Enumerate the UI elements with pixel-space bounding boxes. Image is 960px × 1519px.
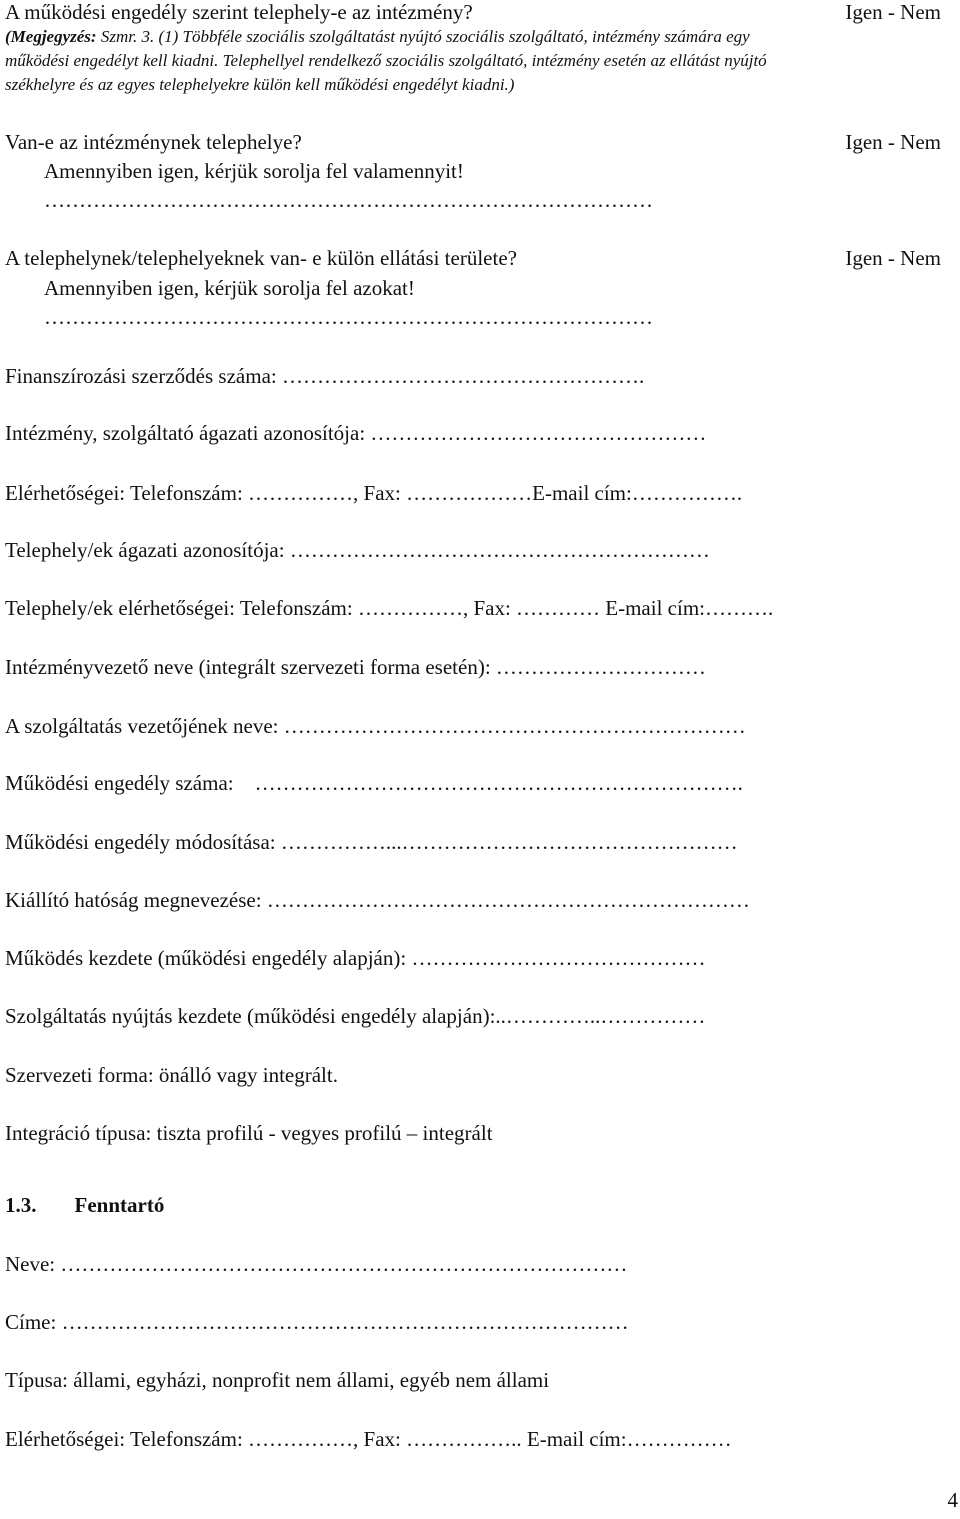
note-line3: székhelyre és az egyes telephelyekre külön kell működési engedélyt kiadni.) <box>5 75 515 94</box>
engedely-answer: Igen - Nem <box>845 0 941 24</box>
terulet-sub: Amennyiben igen, kérjük sorolja fel azokat! <box>44 276 415 300</box>
telephely-agazati-field: Telephely/ek ágazati azonosítója: …………………………………………………… <box>5 538 710 562</box>
section-title: Fenntartó <box>74 1193 165 1217</box>
intezmenyvezeto-field: Intézményvezető neve (integrált szervezeti forma esetén): ………………………… <box>5 655 706 679</box>
note-line2: működési engedélyt kell kiadni. Telephellyel rendelkező szociális szolgáltató, intézmény esetén az ellátást nyújtó <box>5 51 767 70</box>
engedely-szama-field: Működési engedély száma: ……………………………………………………………. <box>5 771 743 795</box>
integracio-tipusa-field: Integráció típusa: tiszta profilú - vegyes profilú – integrált <box>5 1121 493 1145</box>
note-line1: Szmr. 3. (1) Többféle szociális szolgáltatást nyújtó szociális szolgáltató, intézmény számára egy <box>96 27 750 46</box>
szervezeti-forma-field: Szervezeti forma: önálló vagy integrált. <box>5 1063 338 1087</box>
page-number: 4 <box>947 1488 958 1512</box>
terulet-question-text: A telephelynek/telephelyeknek van- e külön ellátási területe? <box>5 246 517 270</box>
engedely-question-text: A működési engedély szerint telephely-e az intézmény? <box>5 0 473 24</box>
telephely-dots: …………………………………………………………………………… <box>44 188 653 212</box>
kiallito-hatosag-field: Kiállító hatóság megnevezése: …………………………………………………………… <box>5 888 750 912</box>
telephely-elerhetosegek-field: Telephely/ek elérhetőségei: Telefonszám: ……………, Fax: ………… E-mail cím:………. <box>5 596 774 620</box>
mukodes-kezdete-field: Működés kezdete (működési engedély alapján): …………………………………… <box>5 946 706 970</box>
section-number: 1.3. <box>5 1193 37 1217</box>
telephely-sub: Amennyiben igen, kérjük sorolja fel valamennyit! <box>44 159 464 183</box>
elerhetosegek-field: Elérhetőségei: Telefonszám: ……………, Fax: ………………E-mail cím:……………. <box>5 481 743 505</box>
szolgaltatas-kezdete-field: Szolgáltatás nyújtás kezdete (működési engedély alapján):..…………..…………… <box>5 1004 706 1028</box>
telephely-question-text: Van-e az intézménynek telephelye? <box>5 130 302 154</box>
engedely-modositasa-field: Működési engedély módosítása: ……………...………………………………………… <box>5 830 738 854</box>
terulet-answer: Igen - Nem <box>845 246 941 270</box>
finanszirozasi-field: Finanszírozási szerződés száma: ……………………………………………. <box>5 364 645 388</box>
fenntarto-neve-field: Neve: ……………………………………………………………………… <box>5 1252 628 1276</box>
agazati-azonosito-field: Intézmény, szolgáltató ágazati azonosítója: ………………………………………… <box>5 421 707 445</box>
telephely-answer: Igen - Nem <box>845 130 941 154</box>
note-label: (Megjegyzés: <box>5 27 97 46</box>
fenntarto-elerhetosegek-field: Elérhetőségei: Telefonszám: ……………, Fax: …………….. E-mail cím:…………… <box>5 1427 732 1451</box>
terulet-dots: …………………………………………………………………………… <box>44 305 653 329</box>
section-heading <box>5 1193 164 1217</box>
fenntarto-cime-field: Címe: ……………………………………………………………………… <box>5 1310 629 1334</box>
fenntarto-tipusa-field: Típusa: állami, egyházi, nonprofit nem állami, egyéb nem állami <box>5 1368 550 1392</box>
szolgaltatas-vezeto-field: A szolgáltatás vezetőjének neve: ………………………………………………………… <box>5 714 746 738</box>
